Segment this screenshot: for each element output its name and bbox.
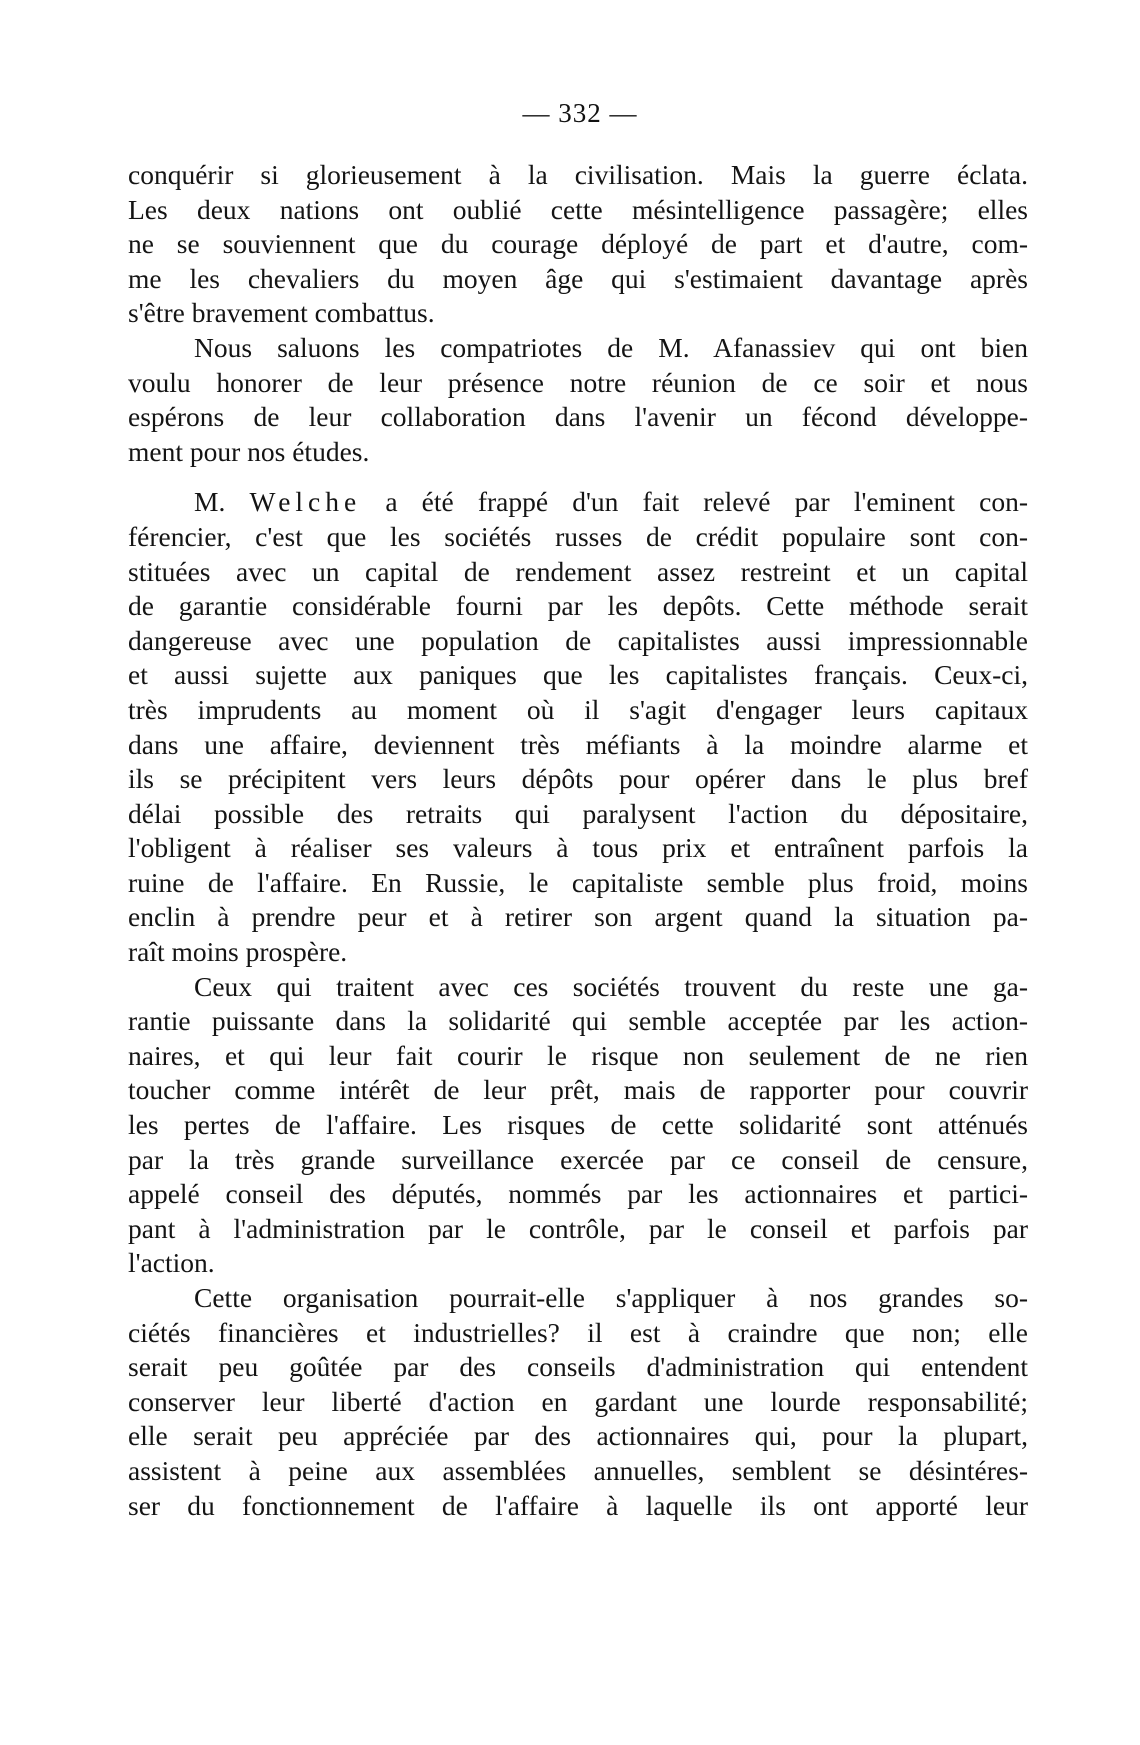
text-line: toucher comme intérêt de leur prêt, mais de rapporter pour couvrir	[128, 1074, 1028, 1106]
text-line: assistent à peine aux assemblées annuelles, semblent se désintéres-	[128, 1454, 1028, 1486]
text-line: conquérir si glorieusement à la civilisation. Mais la guerre éclata.	[128, 159, 1028, 190]
text-line: stituées avec un capital de rendement assez restreint et un capital	[128, 555, 1028, 587]
text-line: ne se souviennent que du courage déployé de part et d'autre, com-	[128, 228, 1028, 260]
text-line: de garantie considérable fourni par les depôts. Cette méthode serait	[128, 590, 1028, 622]
page-number: — 332 —	[522, 98, 638, 128]
text-line: naires, et qui leur fait courir le risque non seulement de ne rien	[128, 1039, 1028, 1071]
speaker-line	[128, 485, 1028, 520]
paragraph	[128, 1281, 1028, 1523]
text-line: ils se précipitent vers leurs dépôts pour opérer dans le plus bref	[128, 763, 1028, 795]
text-line: ser du fonctionnement de l'affaire à laquelle ils ont apporté leur	[128, 1489, 1028, 1521]
speaker-name: Welche	[249, 486, 362, 518]
text-line: ment pour nos études.	[128, 435, 370, 467]
body-text	[128, 158, 1028, 1523]
text-line: par la très grande surveillance exercée par ce conseil de censure,	[128, 1143, 1028, 1175]
text-line: les pertes de l'affaire. Les risques de cette solidarité sont atténués	[128, 1109, 1028, 1141]
text-line: pant à l'administration par le contrôle, par le conseil et parfois par	[128, 1212, 1028, 1244]
text-line: me les chevaliers du moyen âge qui s'estimaient davantage après	[128, 262, 1028, 294]
text-line: l'obligent à réaliser ses valeurs à tous prix et entraînent parfois la	[128, 832, 1028, 864]
text-line: Les deux nations ont oublié cette mésintelligence passagère; elles	[128, 193, 1028, 225]
paragraph	[128, 485, 1028, 969]
text-line: elle serait peu appréciée par des actionnaires qui, pour la plupart,	[128, 1420, 1028, 1452]
text-line: dans une affaire, deviennent très méfiants à la moindre alarme et	[128, 728, 1028, 760]
text-line: s'être bravement combattus.	[128, 297, 435, 329]
text-line: dangereuse avec une population de capitalistes aussi impressionnable	[128, 624, 1028, 656]
paragraph	[128, 158, 1028, 331]
text-line: l'action.	[128, 1247, 215, 1279]
text-line: enclin à prendre peur et à retirer son argent quand la situation pa-	[128, 901, 1028, 933]
speaker-line-text: a été frappé d'un fait relevé par l'eminent con-	[385, 486, 1028, 518]
text-line: espérons de leur collaboration dans l'avenir un fécond développe-	[128, 401, 1028, 433]
text-line: et aussi sujette aux paniques que les capitalistes français. Ceux-ci,	[128, 659, 1028, 691]
paragraph	[128, 331, 1028, 469]
text-line: ruine de l'affaire. En Russie, le capitaliste semble plus froid, moins	[128, 866, 1028, 898]
text-line: Cette organisation pourrait-elle s'appliquer à nos grandes so-	[194, 1282, 1028, 1313]
text-line: très imprudents au moment où il s'agit d'engager leurs capitaux	[128, 693, 1028, 725]
text-line: délai possible des retraits qui paralysent l'action du dépositaire,	[128, 797, 1028, 829]
text-line: voulu honorer de leur présence notre réunion de ce soir et nous	[128, 366, 1028, 398]
speaker-prefix: M.	[194, 486, 226, 518]
text-line: Ceux qui traitent avec ces sociétés trouvent du reste une ga-	[194, 970, 1028, 1002]
text-line: serait peu goûtée par des conseils d'administration qui entendent	[128, 1351, 1028, 1383]
paragraph	[128, 970, 1028, 1281]
text-line: raît moins prospère.	[128, 936, 348, 968]
text-line: rantie puissante dans la solidarité qui semble acceptée par les action-	[128, 1005, 1028, 1037]
text-line: Nous saluons les compatriotes de M. Afanassiev qui ont bien	[194, 331, 1028, 363]
text-line: férencier, c'est que les sociétés russes de crédit populaire sont con-	[128, 520, 1028, 552]
text-line: conserver leur liberté d'action en gardant une lourde responsabilité;	[128, 1385, 1028, 1417]
text-line: appelé conseil des députés, nommés par les actionnaires et partici-	[128, 1178, 1028, 1210]
text-line: ciétés financières et industrielles? il est à craindre que non; elle	[128, 1316, 1028, 1348]
